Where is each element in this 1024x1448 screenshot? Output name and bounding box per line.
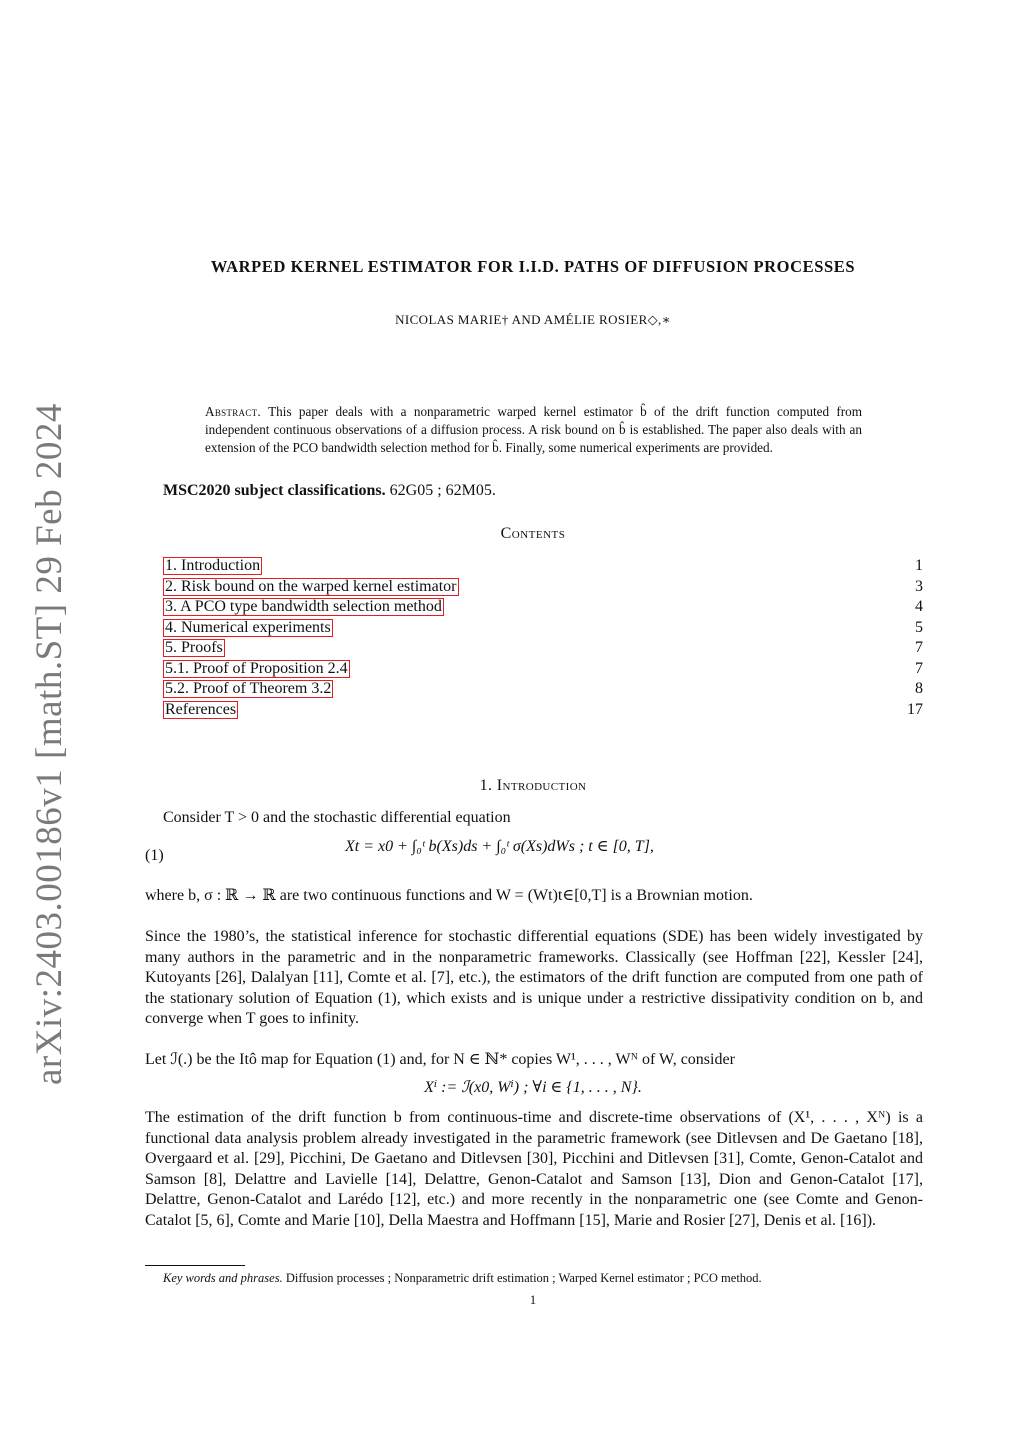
toc-link[interactable]: References — [165, 700, 237, 718]
keywords-text: Diffusion processes ; Nonparametric drift estimation ; Warped Kernel estimator ; PCO method. — [285, 1271, 762, 1285]
toc-entry[interactable] — [163, 618, 923, 639]
paragraph: The estimation of the drift function b from continuous-time and discrete-time observations of (X¹, . . . , Xᴺ) is a functional data analysis problem already investigated in the parametric framework (see Ditlevsen and De Gaetano [18], Overgaard et al. [29], Picchini, De Gaetano and Ditlevsen [30], Picchini and Ditlevsen [31], Comte, Genon-Catalot and Samson [8], Delattre and Lavielle [14], Delattre, Genon-Catalot and Samson [13], Dion and Genon-Catalot [17], Delattre, Genon-Catalot and Larédo [12], etc.) and more recently in the nonparametric one (see Comte and Genon-Catalot [5, 6], Comte and Marie [10], Della Maestra and Hoffmann [15], Marie and Rosier [27], Denis et al. [16]). — [145, 1109, 923, 1229]
toc-page-number: 4 — [915, 598, 923, 615]
toc-page-number: 1 — [915, 557, 923, 574]
toc-link[interactable]: 5.2. Proof of Theorem 3.2 — [165, 680, 332, 697]
toc-entry[interactable] — [163, 556, 923, 577]
toc-entry[interactable] — [163, 597, 923, 618]
paper-title: WARPED KERNEL ESTIMATOR FOR I.I.D. PATHS OF DIFFUSION PROCESSES — [210, 257, 856, 276]
footnote-rule — [145, 1265, 245, 1266]
toc-page-number: 7 — [915, 639, 923, 656]
paragraph: where b, σ : ℝ → ℝ are two continuous functions and W = (Wt)t∈[0,T] is a Brownian motion. — [145, 887, 753, 904]
toc-link[interactable]: 4. Numerical experiments — [165, 618, 331, 636]
toc-page-number: 5 — [915, 618, 923, 636]
sde-equation: Xt = x0 + ∫₀ᵗ b(Xs)ds + ∫₀ᵗ σ(Xs)dWs ; t ∈ [0, T], — [345, 838, 654, 855]
toc-page-number: 7 — [915, 659, 923, 677]
page-number: 1 — [529, 1293, 537, 1307]
paragraph: Since the 1980’s, the statistical inference for stochastic differential equations (SDE) has been widely investigated by many authors in the parametric and in the nonparametric frameworks. Classically (see Hoffman [22], Kessler [24], Kutoyants [26], Dalalyan [11], Comte et al. [7], etc.), the estimators of the drift function are computed from one path of the stationary solution of Equation (1), which exists and is unique under a restrictive dissipativity condition on b, and converge when T goes to infinity. — [145, 928, 923, 1028]
toc-entry[interactable] — [163, 577, 923, 598]
toc-link[interactable]: 5.1. Proof of Proposition 2.4 — [165, 659, 348, 677]
paragraph: Let ℐ(.) be the Itô map for Equation (1) and, for N ∈ ℕ* copies W¹, . . . , Wᴺ of W, consider — [145, 1051, 735, 1068]
abstract-label: Abstract. — [205, 404, 262, 419]
arxiv-sidebar-stamp: arXiv:2403.00186v1 [math.ST] 29 Feb 2024 — [29, 403, 70, 1085]
paper-authors: NICOLAS MARIE† AND AMÉLIE ROSIER◇,∗ — [395, 312, 671, 327]
section-heading-introduction: 1. Introduction — [479, 777, 587, 794]
toc-link[interactable]: 2. Risk bound on the warped kernel estimator — [165, 577, 457, 595]
msc-value: 62G05 ; 62M05. — [389, 482, 496, 499]
abstract-text: This paper deals with a nonparametric warped kernel estimator b̂ of the drift function computed from independent continuous observations of a diffusion process. A risk bound on b̂ is established. The paper also deals with an extension of the PCO bandwidth selection method for b̂. Finally, some numerical experiments are provided. — [205, 404, 863, 455]
toc-page-number: 17 — [907, 700, 923, 718]
toc-link[interactable]: 1. Introduction — [165, 557, 261, 574]
intro-sentence: Consider T > 0 and the stochastic differential equation — [163, 809, 511, 826]
toc-page-number: 3 — [915, 577, 923, 595]
toc-link[interactable]: 3. A PCO type bandwidth selection method — [165, 598, 442, 615]
contents-heading: Contents — [500, 525, 566, 542]
toc-link[interactable]: 5. Proofs — [165, 639, 223, 656]
toc-entry[interactable] — [163, 638, 923, 659]
msc-classifications — [163, 482, 496, 500]
keywords-label: Key words and phrases. — [163, 1271, 283, 1285]
ito-map-equation: Xⁱ := ℐ(x0, Wⁱ) ; ∀i ∈ {1, . . . , N}. — [424, 1079, 642, 1096]
table-of-contents — [163, 556, 923, 720]
toc-entry[interactable] — [163, 659, 923, 680]
toc-entry[interactable] — [163, 679, 923, 700]
abstract — [205, 403, 862, 457]
toc-entry[interactable] — [163, 700, 923, 721]
toc-page-number: 8 — [915, 680, 923, 697]
msc-label: MSC2020 subject classifications. — [163, 482, 386, 499]
keywords-footnote — [163, 1271, 762, 1286]
equation-number: (1) — [145, 847, 164, 864]
